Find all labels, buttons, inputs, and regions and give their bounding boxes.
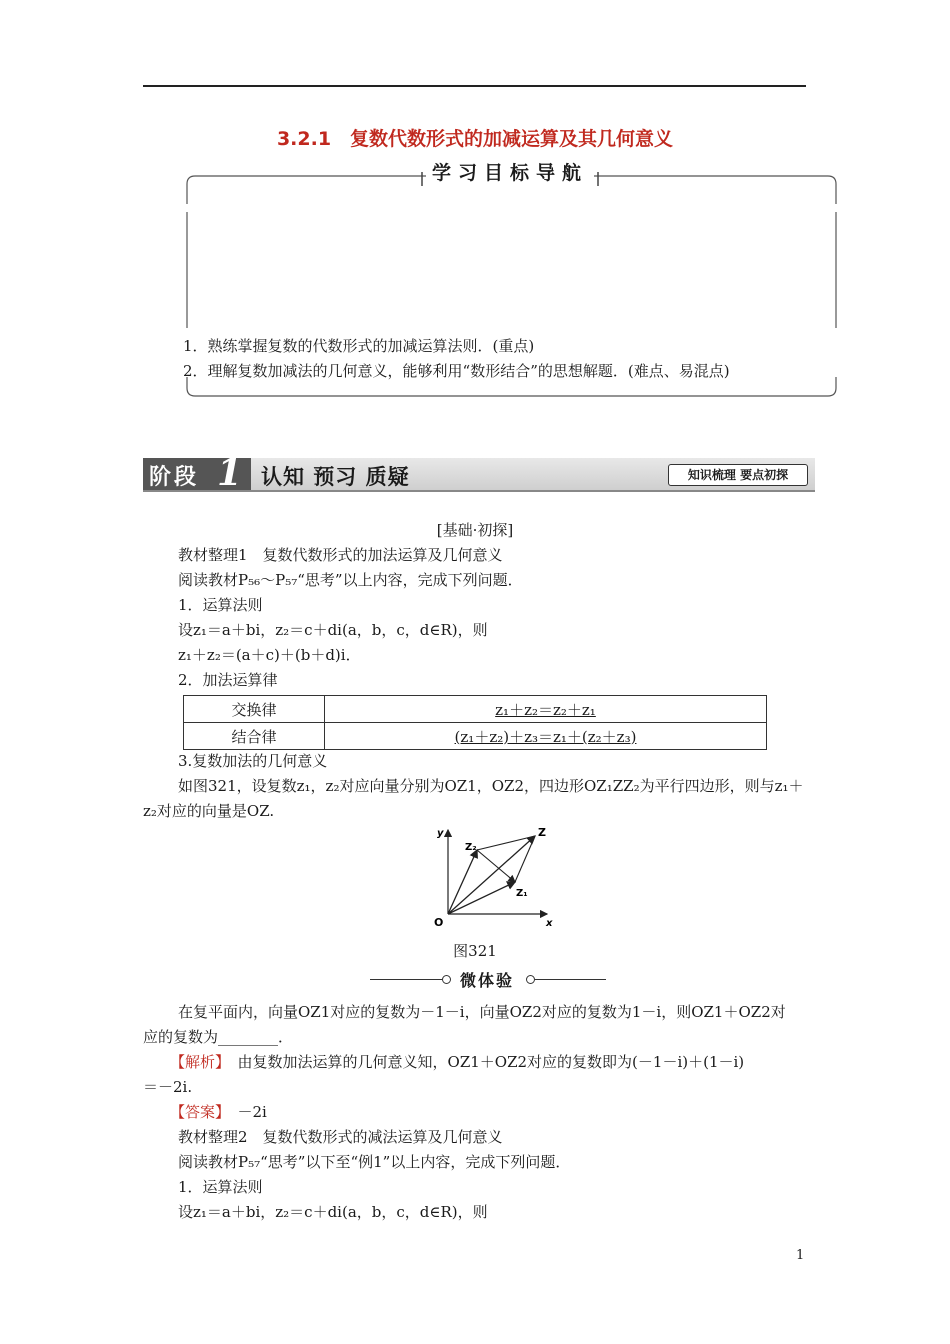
goal-item-2: 2．理解复数加减法的几何意义，能够利用“数形结合”的思想解题．(难点、易混点) <box>183 362 730 380</box>
divider-dot-right <box>526 975 535 984</box>
exercise-question-2: 应的复数为________． <box>143 1028 294 1046</box>
stage-tag: 知识梳理 要点初探 <box>668 464 808 486</box>
exercise-question-1: 在复平面内，向量OZ1对应的复数为－1－i，向量OZ2对应的复数为1－i，则OZ1＋OZ2对 <box>178 1003 786 1021</box>
page-title: 3.2.1 复数代数形式的加减运算及其几何意义 <box>276 128 674 150</box>
law-formula <box>325 723 767 750</box>
label-y: y <box>437 828 444 839</box>
label-z1: Z₁ <box>516 888 528 899</box>
stage-banner <box>143 452 815 494</box>
law-formula-text: z₁＋z₂＝z₂＋z₁ <box>495 700 596 719</box>
rule-sum: z₁＋z₂＝(a＋c)＋(b＋d)i． <box>178 646 361 664</box>
geo-paragraph-1: 如图321，设复数z₁，z₂对应向量分别为OZ1，OZ2，四边形OZ₁ZZ₂为平行四边形，则与z₁＋ <box>178 777 804 795</box>
rule2-set: 设z₁＝a＋bi，z₂＝c＋di(a，b，c，d∈R)，则 <box>178 1203 488 1221</box>
module2-read: 阅读教材P₅₇“思考”以下至“例1”以上内容，完成下列问题． <box>178 1153 571 1171</box>
law-formula-text: (z₁＋z₂)＋z₃＝z₁＋(z₂＋z₃) <box>454 727 637 746</box>
label-o: O <box>434 916 444 929</box>
table-row <box>184 723 767 750</box>
geo-paragraph-2: z₂对应的向量是OZ. <box>143 802 275 820</box>
answer-value: －2i <box>222 1103 267 1121</box>
label-x: x <box>546 918 553 929</box>
divider-line-right <box>535 979 606 980</box>
section-tag: [基础·初探] <box>436 521 514 539</box>
rule2-title: 1．运算法则 <box>178 1178 263 1196</box>
vector-oz2 <box>448 850 477 914</box>
goals-box <box>183 162 840 398</box>
label-z: Z <box>538 826 546 839</box>
module2-title: 教材整理2 复数代数形式的减法运算及几何意义 <box>178 1128 503 1146</box>
analysis-text: 由复数加法运算的几何意义知，OZ1＋OZ2对应的复数即为(－1－i)＋(1－i) <box>222 1053 745 1071</box>
top-rule <box>143 85 806 87</box>
rule-title: 1．运算法则 <box>178 596 263 614</box>
law-name: 结合律 <box>184 723 325 750</box>
vector-oz1 <box>448 882 515 914</box>
label-z2: Z₂ <box>465 842 477 853</box>
stage-name: 认知 预习 质疑 <box>261 465 410 489</box>
table-row <box>184 696 767 723</box>
goal-item-1: 1．熟练掌握复数的代数形式的加减运算法则．(重点) <box>183 337 535 355</box>
law-table <box>183 695 767 750</box>
geo-title: 3.复数加法的几何意义 <box>178 752 328 770</box>
module1-read: 阅读教材P₅₆～P₅₇“思考”以上内容，完成下列问题． <box>178 571 523 589</box>
analysis-label: 【解析】 <box>170 1053 223 1071</box>
stage-prefix: 阶段 <box>149 465 200 490</box>
micro-title: 微体验 <box>460 971 515 990</box>
law-title: 2．加法运算律 <box>178 671 278 689</box>
divider-line-left <box>370 979 442 980</box>
divider-dot-left <box>442 975 451 984</box>
rule-set: 设z₁＝a＋bi，z₂＝c＋di(a，b，c，d∈R)，则 <box>178 621 488 639</box>
figure-caption: 图321 <box>453 942 497 960</box>
vector-oz <box>448 836 535 914</box>
vector-figure <box>432 822 562 932</box>
page-number: 1 <box>796 1248 805 1263</box>
diagonal-z2z1 <box>477 850 515 882</box>
stage-number: 1 <box>217 452 243 494</box>
exercise-analysis-2: ＝－2i. <box>143 1078 193 1096</box>
module1-title: 教材整理1 复数代数形式的加法运算及几何意义 <box>178 546 503 564</box>
exercise-answer <box>170 1101 267 1123</box>
law-formula <box>325 696 767 723</box>
answer-label: 【答案】 <box>170 1103 223 1121</box>
goals-header: 学习目标导航 <box>426 158 594 185</box>
law-name: 交换律 <box>184 696 325 723</box>
micro-divider <box>370 968 606 990</box>
side-z1z <box>515 836 535 882</box>
exercise-analysis <box>170 1051 744 1073</box>
